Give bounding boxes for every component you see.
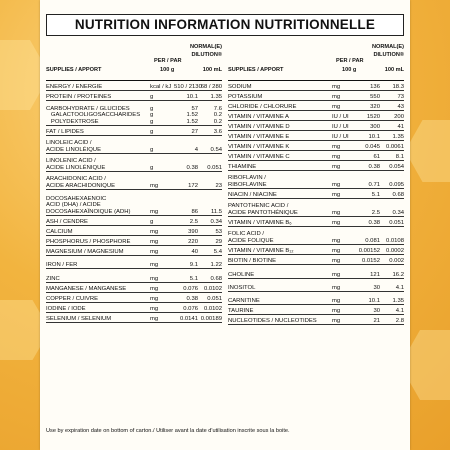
nutrient-name-line: GALACTOOLIGOSACCHARIDES [46, 112, 141, 119]
nutrient-row [228, 151, 404, 161]
nutrient-row [46, 313, 222, 323]
value-line: 0.2 [213, 112, 222, 119]
nutrient-name-line: POTASSIUM [228, 93, 263, 100]
nutrient-name-line: INOSITOL [228, 284, 256, 291]
nutrient-unit: mg [332, 143, 341, 150]
nutrient-name [228, 154, 332, 160]
per-par-label: PER / PAR [154, 58, 182, 64]
nutrient-row [46, 172, 222, 190]
value-per-100g: 0.0141 [179, 315, 198, 322]
nutrient-row [46, 269, 222, 283]
value-per-100ml: 1.35 [210, 93, 222, 100]
value-per-100ml: 5.4 [213, 248, 222, 255]
nutrient-row [228, 91, 404, 101]
nutrient-row [46, 81, 222, 91]
value-per-100ml: 0.051 [207, 164, 222, 171]
unit-line: g [150, 112, 154, 119]
nutrient-name-line: ACIDE LINOLÉIQUE [46, 146, 101, 153]
value-per-100ml [198, 106, 222, 125]
value-per-100g: 10.1 [368, 297, 380, 304]
nutrient-unit: mg [332, 307, 341, 314]
right-nutrient-rows [228, 81, 404, 325]
nutrient-unit: mg [150, 208, 159, 215]
nutrient-name-line: DOCOSAHEXAENOIC [46, 195, 107, 202]
nutrient-name-line: VITAMIN / VITAMINE B₆ [228, 219, 292, 226]
nutrition-panel [40, 0, 410, 450]
value-per-100ml: 0.0002 [385, 247, 404, 254]
nutrient-name [228, 248, 332, 254]
nutrient-name-line: VITAMIN / VITAMINE E [228, 133, 290, 140]
nutrient-name-line: FAT / LIPIDES [46, 128, 84, 135]
value-per-100g: 4 [194, 146, 198, 153]
nutrient-unit: mg [332, 83, 341, 90]
nutrient-name [228, 318, 332, 324]
nutrient-row [46, 190, 222, 216]
value-per-100ml: 0.0102 [203, 305, 222, 312]
nutrient-unit: mg [150, 275, 159, 282]
value-line: 1.52 [186, 118, 198, 125]
nutrient-name-line: ASH / CENDRE [46, 218, 88, 225]
nutrient-name-line: POLYDEXTROSE [46, 118, 99, 125]
nutrient-name [228, 134, 332, 140]
nutrient-unit: mg [332, 103, 341, 110]
right-column-header [228, 43, 404, 81]
expiry-note: Use by expiration date on bottom of carton./ Utiliser avant la date d'utilisation inscrite sous la boite. [46, 428, 290, 434]
nutrient-name [46, 140, 150, 153]
nutrient-unit: mg [332, 209, 341, 216]
value-per-100g: 390 [188, 228, 198, 235]
value-per-100g: 136 [370, 83, 380, 90]
nutrient-name [46, 296, 150, 302]
nutrient-row [228, 255, 404, 265]
nutrient-name-line: RIBOFLAVIN / [228, 175, 266, 182]
nutrient-name-line: VITAMIN / VITAMINE D [228, 123, 290, 130]
value-per-100g: 0.076 [183, 285, 198, 292]
nutrient-name-line: ACIDE ARACHIDONIQUE [46, 182, 116, 189]
value-per-100g: 9.1 [189, 261, 198, 268]
value-per-100ml: 0.002 [389, 257, 404, 264]
nutrient-row [228, 305, 404, 315]
nutrient-name [228, 272, 332, 278]
nutrient-unit [150, 106, 174, 125]
nutrient-name [46, 129, 150, 135]
nutrient-name-line: VITAMIN / VITAMINE A [228, 113, 289, 120]
nutrient-row [228, 131, 404, 141]
nutrient-unit: mg [150, 285, 159, 292]
nutrient-unit: IU / UI [332, 113, 349, 120]
panel-title: NUTRITION INFORMATION NUTRITIONNELLE [46, 14, 404, 36]
value-per-100ml: 23 [215, 182, 222, 189]
value-per-100ml: 0.0102 [203, 285, 222, 292]
nutrient-row [46, 154, 222, 172]
value-per-100g: 0.045 [365, 143, 380, 150]
nutrient-name-line: SELENIUM / SÉLÉNIUM [46, 315, 112, 322]
nutrient-row [228, 227, 404, 245]
value-per-100ml: 8.1 [395, 153, 404, 160]
nutrient-row [228, 171, 404, 189]
nutrient-name [228, 298, 332, 304]
value-per-100ml: 29 [215, 238, 222, 245]
unit-line: g [150, 118, 154, 125]
nutrient-name-line: CARBOHYDRATE / GLUCIDES [46, 105, 130, 112]
value-per-100g: 30 [373, 284, 380, 291]
nutrient-name-line: ACIDE FOLIQUE [228, 237, 274, 244]
nutrient-row [228, 161, 404, 171]
nutrient-name-line: MANGANESE / MANGANÈSE [46, 285, 127, 292]
nutrient-row [228, 111, 404, 121]
per-100ml-label: 100 mL [384, 67, 404, 73]
nutrient-name-line: BIOTIN / BIOTINE [228, 257, 277, 264]
nutrient-unit: mg [332, 93, 341, 100]
value-per-100g: 300 [370, 123, 380, 130]
nutrient-unit: mg [332, 297, 341, 304]
value-per-100ml: 0.00189 [200, 315, 222, 322]
nutrient-name [46, 219, 150, 225]
nutrient-name-line: LINOLENIC ACID / [46, 158, 96, 165]
nutrient-row [228, 199, 404, 217]
nutrient-name [228, 124, 332, 130]
nutrient-unit: mg [332, 153, 341, 160]
nutrient-name-line: TAURINE [228, 307, 254, 314]
value-per-100ml: 53 [215, 228, 222, 235]
nutrient-unit: IU / UI [332, 123, 349, 130]
value-per-100g: 10.1 [186, 93, 198, 100]
value-per-100ml: 0.054 [389, 163, 404, 170]
nutrient-name-line: PHOSPHORUS / PHOSPHORE [46, 238, 131, 245]
nutrient-unit: mg [332, 181, 341, 188]
dilution-label: DILUTION® [373, 52, 404, 58]
nutrient-name-line: PANTOTHENIC ACID / [228, 203, 289, 210]
value-per-100ml: 0.095 [389, 181, 404, 188]
supplies-label: SUPPLIES / APPORT [228, 67, 284, 73]
nutrient-name-line: CHLORIDE / CHLORURE [228, 103, 297, 110]
nutrient-unit: mg [332, 191, 341, 198]
value-per-100g: 0.00152 [358, 247, 380, 254]
nutrient-name [46, 276, 150, 282]
nutrient-name-line: CHOLINE [228, 271, 255, 278]
nutrient-name [46, 316, 150, 322]
nutrient-name [46, 306, 150, 312]
normal-label: NORMAL(E) [189, 44, 222, 50]
value-per-100ml: 3.6 [213, 128, 222, 135]
value-per-100g: 0.71 [368, 181, 380, 188]
per-100ml-label: 100 mL [202, 67, 222, 73]
value-per-100g: 2.5 [189, 218, 198, 225]
value-per-100ml: 68 / 280 [200, 83, 222, 90]
nutrient-name [228, 164, 332, 170]
nutrient-name [46, 229, 150, 235]
nutrient-name-line: NIACIN / NIACINE [228, 191, 277, 198]
value-per-100ml: 2.8 [395, 317, 404, 324]
value-per-100g: 5.1 [371, 191, 380, 198]
nutrient-unit: mg [332, 284, 341, 291]
nutrient-row [228, 81, 404, 91]
nutrient-unit: mg [150, 305, 159, 312]
nutrient-name [228, 84, 332, 90]
value-per-100g: 172 [188, 182, 198, 189]
value-per-100g: 550 [370, 93, 380, 100]
value-per-100ml: 73 [397, 93, 404, 100]
left-column [46, 43, 222, 323]
nutrient-name-line: NUCLEOTIDES / NUCLÉOTIDES [228, 317, 317, 324]
value-per-100ml: 41 [397, 123, 404, 130]
nutrient-name [228, 144, 332, 150]
nutrient-row [228, 141, 404, 151]
nutrient-name-line: VITAMIN / VITAMINE B₁₂ [228, 247, 294, 254]
nutrient-name [228, 231, 332, 244]
value-per-100ml: 16.2 [392, 271, 404, 278]
value-per-100ml: 0.0061 [385, 143, 404, 150]
value-per-100ml: 200 [394, 113, 404, 120]
nutrient-unit: g [150, 218, 154, 225]
nutrient-name [46, 176, 150, 189]
nutrient-row [228, 265, 404, 279]
nutrient-name-line: ARACHIDONIC ACID / [46, 176, 106, 183]
nutrient-row [228, 189, 404, 199]
nutrient-name [228, 220, 332, 226]
per-100g-label: 100 g [342, 67, 357, 73]
nutrient-name-line: FOLIC ACID / [228, 231, 265, 238]
nutrient-name-line: ACIDE PANTOTHÉNIQUE [228, 209, 298, 216]
nutrient-name-line: VITAMIN / VITAMINE K [228, 143, 290, 150]
normal-label: NORMAL(E) [371, 44, 404, 50]
value-per-100ml: 0.051 [389, 219, 404, 226]
value-line: 7.6 [213, 105, 222, 112]
nutrient-name-line: CALCIUM [46, 228, 73, 235]
nutrient-unit: mg [332, 317, 341, 324]
nutrient-name-line: COPPER / CUIVRE [46, 295, 99, 302]
nutrient-row [228, 279, 404, 292]
nutrient-row [46, 236, 222, 246]
value-per-100ml: 0.68 [392, 191, 404, 198]
nutrient-name [228, 175, 332, 188]
value-per-100g: 40 [191, 248, 198, 255]
value-per-100ml: 4.1 [395, 284, 404, 291]
nutrient-name [228, 308, 332, 314]
value-per-100ml: 0.34 [210, 218, 222, 225]
value-per-100ml: 0.051 [207, 295, 222, 302]
value-per-100g: 121 [370, 271, 380, 278]
nutrient-name [228, 114, 332, 120]
nutrient-name [228, 203, 332, 216]
nutrient-row [228, 292, 404, 305]
nutrient-unit: g [150, 93, 154, 100]
dilution-label: DILUTION® [191, 52, 222, 58]
value-per-100ml: 43 [397, 103, 404, 110]
nutrient-unit: g [150, 164, 154, 171]
supplies-label: SUPPLIES / APPORT [46, 67, 102, 73]
value-per-100g: 0.081 [365, 237, 380, 244]
value-per-100g: 320 [370, 103, 380, 110]
nutrient-name [228, 104, 332, 110]
value-line: 1.52 [186, 112, 198, 119]
value-per-100g: 510 / 2130 [174, 83, 202, 90]
nutrient-name [228, 285, 332, 291]
value-per-100ml: 11.5 [210, 208, 222, 215]
nutrient-name-line: IODINE / IODE [46, 305, 86, 312]
nutrient-unit: mg [332, 271, 341, 278]
nutrient-row [46, 246, 222, 256]
nutrient-row [46, 226, 222, 236]
nutrient-row [228, 121, 404, 131]
nutrient-row [46, 256, 222, 269]
value-per-100ml: 1.35 [392, 297, 404, 304]
nutrient-row [228, 245, 404, 255]
nutrient-unit: mg [332, 219, 341, 226]
value-per-100ml: 1.35 [392, 133, 404, 140]
unit-line: g [150, 105, 154, 112]
value-line: 0.2 [213, 118, 222, 125]
value-per-100g: 0.38 [368, 219, 380, 226]
nutrient-unit: mg [332, 237, 341, 244]
nutrient-unit: mg [150, 238, 159, 245]
left-column-header [46, 43, 222, 81]
value-per-100ml: 1.22 [210, 261, 222, 268]
value-per-100g: 1520 [366, 113, 380, 120]
value-per-100ml: 0.54 [210, 146, 222, 153]
nutrient-row [46, 216, 222, 226]
nutrient-row [228, 217, 404, 227]
per-par-label: PER / PAR [336, 58, 364, 64]
nutrient-name [46, 106, 150, 125]
nutrient-row [46, 303, 222, 313]
value-per-100g: 10.1 [368, 133, 380, 140]
nutrient-row [46, 283, 222, 293]
nutrient-row [46, 126, 222, 136]
nutrient-unit: mg [150, 315, 159, 322]
nutrient-unit: g [150, 146, 154, 153]
nutrient-name [46, 94, 150, 100]
nutrient-unit: mg [150, 228, 159, 235]
value-per-100g: 61 [373, 153, 380, 160]
nutrient-name-line: IRON / FER [46, 261, 78, 268]
value-per-100g: 21 [373, 317, 380, 324]
value-per-100g: 5.1 [189, 275, 198, 282]
value-per-100g: 27 [191, 128, 198, 135]
nutrient-name [228, 258, 332, 264]
nutrient-name-line: PROTEIN / PROTÉINES [46, 93, 112, 100]
nutrient-unit: g [150, 128, 154, 135]
value-per-100g: 30 [373, 307, 380, 314]
value-line: 57 [191, 105, 198, 112]
nutrient-unit: mg [150, 295, 159, 302]
left-nutrient-rows [46, 81, 222, 323]
nutrient-name-line: SODIUM [228, 83, 252, 90]
right-column [228, 43, 404, 325]
nutrient-name-line: ZINC [46, 275, 60, 282]
per-100g-label: 100 g [160, 67, 175, 73]
nutrient-name-line: VITAMIN / VITAMINE C [228, 153, 290, 160]
nutrient-unit: mg [332, 247, 341, 254]
nutrient-row [46, 293, 222, 303]
nutrient-name-line: RIBOFLAVINE [228, 181, 267, 188]
value-per-100ml: 0.34 [392, 209, 404, 216]
nutrient-name [46, 249, 150, 255]
nutrient-unit: mg [150, 248, 159, 255]
nutrient-name-line: ACID (DHA) / ACIDE [46, 202, 101, 209]
value-per-100g: 0.0152 [361, 257, 380, 264]
value-per-100g: 2.5 [371, 209, 380, 216]
nutrient-row [46, 136, 222, 154]
nutrient-name-line: THIAMINE [228, 163, 257, 170]
nutrient-name-line: ACIDE LINOLÉNIQUE [46, 164, 106, 171]
nutrient-unit: IU / UI [332, 133, 349, 140]
nutrient-name-line: ENERGY / ÉNERGIE [46, 83, 103, 90]
nutrient-unit: kcal / kJ [150, 83, 172, 90]
nutrient-name [46, 84, 150, 90]
nutrient-name [46, 158, 150, 171]
nutrient-name [46, 286, 150, 292]
value-per-100ml: 0.68 [210, 275, 222, 282]
nutrient-unit: mg [332, 163, 341, 170]
nutrient-unit: mg [150, 182, 159, 189]
nutrient-name [46, 262, 150, 268]
nutrient-name-line: MAGNESIUM / MAGNÉSIUM [46, 248, 124, 255]
value-per-100g: 0.38 [368, 163, 380, 170]
nutrient-unit: mg [332, 257, 341, 264]
value-per-100ml: 0.0108 [385, 237, 404, 244]
nutrient-name-line: LINOLEIC ACID / [46, 140, 92, 147]
nutrient-name [228, 192, 332, 198]
nutrient-name-line: DOCOSAHEXAÏNOIQUE (ADH) [46, 208, 131, 215]
value-per-100ml: 18.3 [392, 83, 404, 90]
nutrient-unit: mg [150, 261, 159, 268]
nutrient-row [228, 101, 404, 111]
value-per-100g: 220 [188, 238, 198, 245]
nutrient-name [46, 196, 150, 215]
value-per-100ml: 4.1 [395, 307, 404, 314]
value-per-100g: 0.38 [186, 164, 198, 171]
nutrient-row [46, 101, 222, 126]
value-per-100g: 86 [191, 208, 198, 215]
value-per-100g: 0.38 [186, 295, 198, 302]
value-per-100g [174, 106, 198, 125]
nutrient-name [46, 239, 150, 245]
nutrient-name-line: CARNITINE [228, 297, 260, 304]
nutrient-row [46, 91, 222, 101]
nutrient-row [228, 315, 404, 325]
nutrient-name [228, 94, 332, 100]
value-per-100g: 0.076 [183, 305, 198, 312]
